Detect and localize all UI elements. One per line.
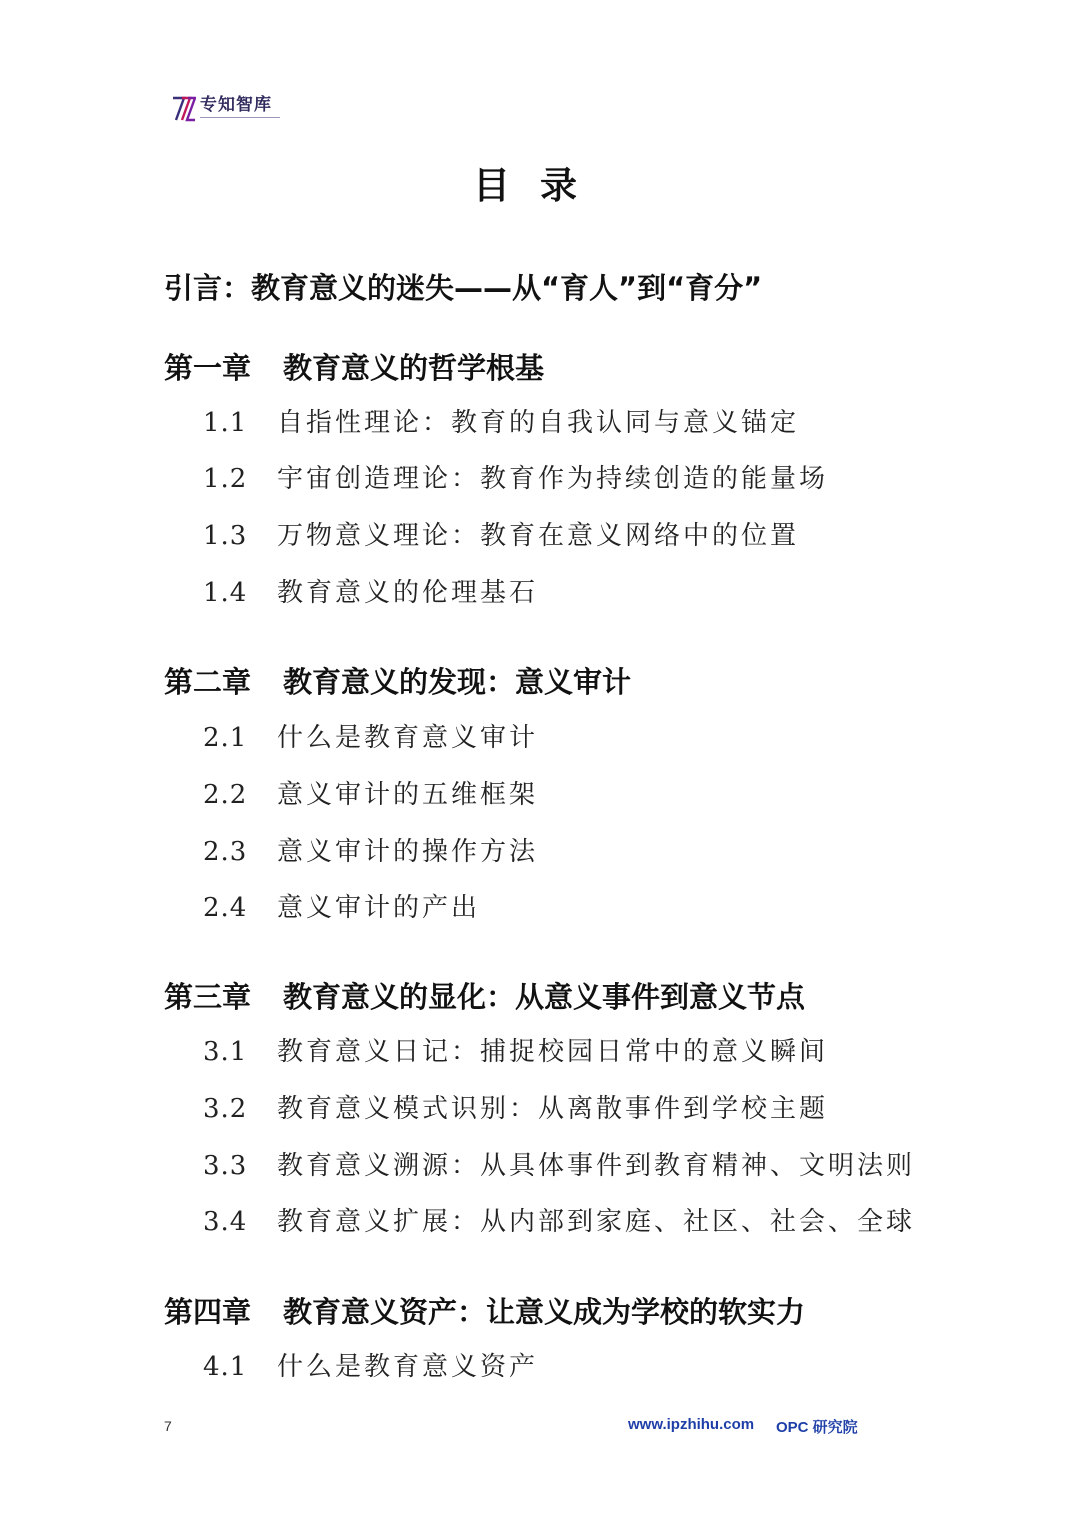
toc-entry-label: 引言：教育意义的迷失——从“育人”到“育分” xyxy=(164,271,763,305)
chapter-title: 教育意义的哲学根基 xyxy=(283,351,545,385)
logo-tagline-line xyxy=(200,117,280,122)
section-number: 2.4 xyxy=(203,893,248,923)
toc-section xyxy=(203,1204,915,1240)
section-number: 1.2 xyxy=(203,464,248,494)
section-title: 自指性理论：教育的自我认同与意义锚定 xyxy=(277,408,800,438)
section-title: 宇宙创造理论：教育作为持续创造的能量场 xyxy=(277,464,829,494)
section-number: 3.1 xyxy=(203,1037,248,1067)
chapter-title: 教育意义资产：让意义成为学校的软实力 xyxy=(283,1295,806,1329)
section-title: 什么是教育意义审计 xyxy=(277,723,539,753)
toc-intro xyxy=(164,268,762,308)
toc-section xyxy=(203,461,828,497)
section-number: 2.1 xyxy=(203,723,248,753)
logo-name: 专知智库 xyxy=(200,94,272,115)
toc-section xyxy=(203,1091,828,1127)
section-number: 3.4 xyxy=(203,1207,248,1237)
section-number: 3.3 xyxy=(203,1151,248,1181)
toc-title: 目录 xyxy=(473,164,607,207)
toc-section xyxy=(203,405,799,441)
chapter-number: 第四章 xyxy=(164,1295,252,1329)
section-number: 1.1 xyxy=(203,408,248,438)
chapter-number: 第一章 xyxy=(164,351,252,385)
page-number: 7 xyxy=(164,1418,172,1434)
toc-section xyxy=(203,720,538,756)
toc-section xyxy=(203,834,538,870)
section-title: 意义审计的操作方法 xyxy=(277,837,539,867)
toc-section xyxy=(203,1349,538,1385)
section-title: 教育意义日记：捕捉校园日常中的意义瞬间 xyxy=(277,1037,829,1067)
section-title: 教育意义模式识别：从离散事件到学校主题 xyxy=(277,1094,829,1124)
toc-section xyxy=(203,777,538,813)
institute-name: OPC 研究院 xyxy=(776,1419,858,1436)
section-title: 什么是教育意义资产 xyxy=(277,1352,539,1382)
section-number: 3.2 xyxy=(203,1094,248,1124)
toc-chapter-1 xyxy=(164,348,544,388)
zl-logo-icon xyxy=(172,96,196,122)
section-number: 4.1 xyxy=(203,1352,248,1382)
section-title: 意义审计的五维框架 xyxy=(277,780,539,810)
brand-logo xyxy=(172,96,280,122)
toc-chapter-2 xyxy=(164,662,631,702)
section-title: 意义审计的产出 xyxy=(277,893,481,923)
chapter-title: 教育意义的发现：意义审计 xyxy=(283,665,632,699)
toc-section xyxy=(203,890,480,926)
toc-section xyxy=(203,1148,915,1184)
section-number: 2.3 xyxy=(203,837,248,867)
toc-chapter-3 xyxy=(164,977,805,1017)
section-title: 教育意义溯源：从具体事件到教育精神、文明法则 xyxy=(277,1151,916,1181)
chapter-number: 第二章 xyxy=(164,665,252,699)
toc-chapter-4 xyxy=(164,1292,805,1332)
chapter-number: 第三章 xyxy=(164,980,252,1014)
toc-section xyxy=(203,575,538,611)
chapter-title: 教育意义的显化：从意义事件到意义节点 xyxy=(283,980,806,1014)
section-title: 教育意义的伦理基石 xyxy=(277,578,539,608)
section-number: 1.4 xyxy=(203,578,248,608)
section-title: 万物意义理论：教育在意义网络中的位置 xyxy=(277,521,800,551)
section-number: 2.2 xyxy=(203,780,248,810)
section-number: 1.3 xyxy=(203,521,248,551)
website-link[interactable]: www.ipzhihu.com xyxy=(628,1416,755,1433)
toc-section xyxy=(203,1034,828,1070)
toc-section xyxy=(203,518,799,554)
section-title: 教育意义扩展：从内部到家庭、社区、社会、全球 xyxy=(277,1207,916,1237)
